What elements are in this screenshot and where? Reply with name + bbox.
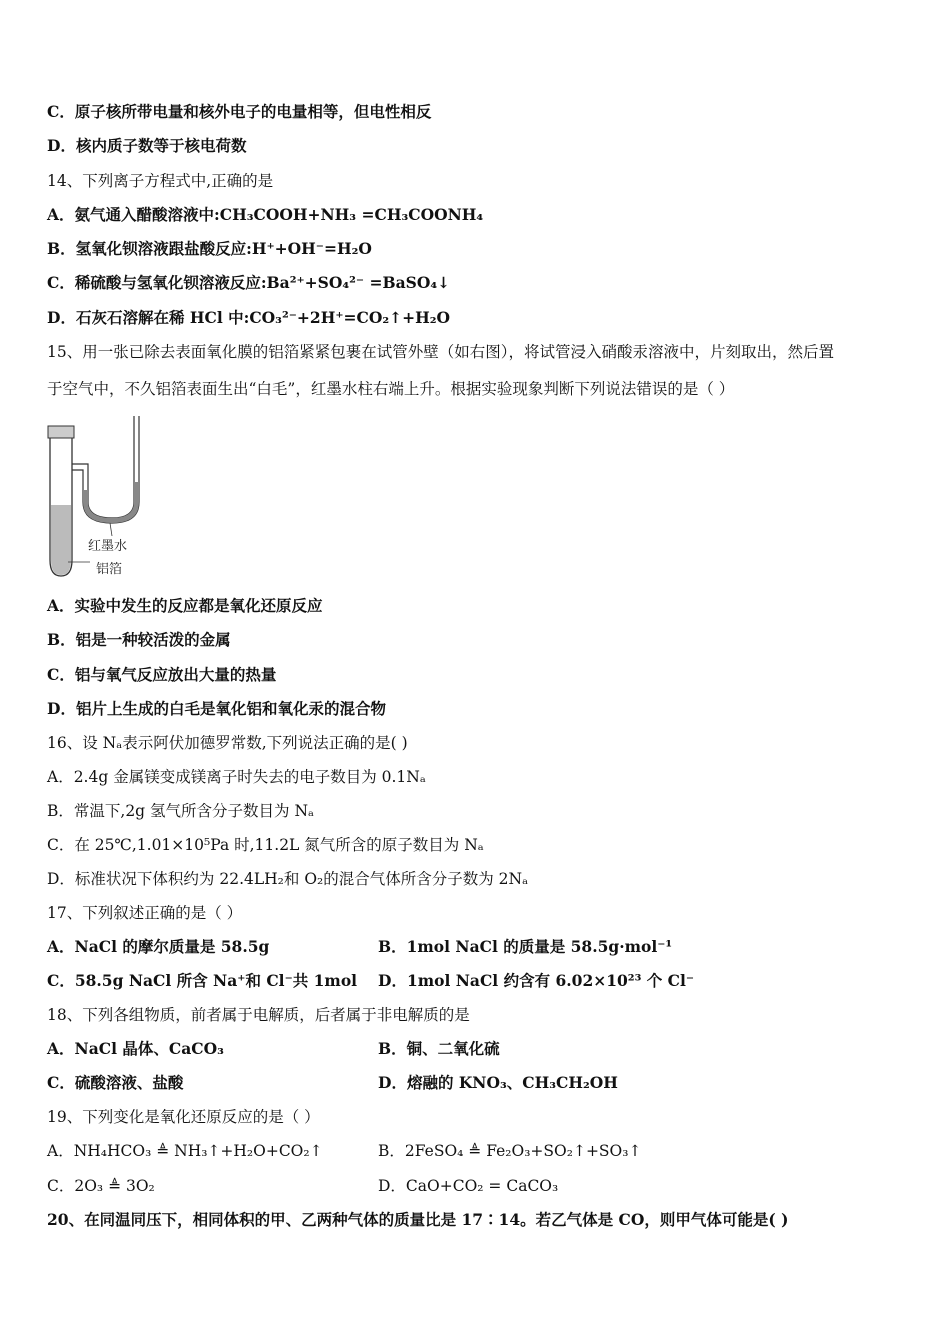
q17-stem: 17、下列叙述正确的是（ ）	[47, 904, 243, 922]
q13-option-d: D．核内质子数等于核电荷数	[47, 136, 247, 155]
q14-stem: 14、下列离子方程式中,正确的是	[47, 172, 274, 190]
q17-option-c: C．58.5g NaCl 所含 Na⁺和 Cl⁻共 1mol	[47, 971, 358, 990]
q15-option-d: D．铝片上生成的白毛是氧化铝和氧化汞的混合物	[47, 699, 386, 718]
q16-option-c: C．在 25℃,1.01×10⁵Pa 时,11.2L 氮气所含的原子数目为 Nₐ	[47, 836, 484, 854]
test-tube-figure	[40, 410, 160, 580]
q15-option-a: A．实验中发生的反应都是氧化还原反应	[47, 596, 323, 615]
q19-option-c: C．2O₃ ≜ 3O₂	[47, 1177, 155, 1195]
q19-option-a: A．NH₄HCO₃ ≜ NH₃↑+H₂O+CO₂↑	[47, 1142, 323, 1160]
q17-option-d: D．1mol NaCl 约含有 6.02×10²³ 个 Cl⁻	[378, 971, 695, 990]
q18-option-a: A．NaCl 晶体、CaCO₃	[47, 1039, 224, 1058]
q18-option-c: C．硫酸溶液、盐酸	[47, 1073, 184, 1092]
q18-option-d: D．熔融的 KNO₃、CH₃CH₂OH	[378, 1073, 618, 1092]
q15-option-c: C．铝与氧气反应放出大量的热量	[47, 665, 277, 684]
q13-option-c: C．原子核所带电量和核外电子的电量相等，但电性相反	[47, 102, 432, 121]
label-red-ink: 红墨水	[88, 539, 128, 554]
q15-option-b: B．铝是一种较活泼的金属	[47, 630, 231, 649]
q17-option-b: B．1mol NaCl 的质量是 58.5g·mol⁻¹	[378, 937, 673, 956]
q16-stem: 16、设 Nₐ表示阿伏加德罗常数,下列说法正确的是( )	[47, 734, 408, 752]
q18-option-b: B．铜、二氧化硫	[378, 1039, 500, 1058]
q16-option-d: D．标准状况下体积约为 22.4LH₂和 O₂的混合气体所含分子数为 2Nₐ	[47, 870, 529, 888]
q19-option-d: D．CaO+CO₂ = CaCO₃	[378, 1177, 559, 1195]
q16-option-b: B．常温下,2g 氢气所含分子数目为 Nₐ	[47, 802, 314, 820]
u-tube	[72, 416, 134, 518]
q17-option-a: A．NaCl 的摩尔质量是 58.5g	[47, 937, 270, 956]
q19-stem: 19、下列变化是氧化还原反应的是（ ）	[47, 1108, 320, 1126]
q14-option-b: B．氢氧化钡溶液跟盐酸反应:H⁺+OH⁻=H₂O	[47, 239, 372, 258]
q14-option-c: C．稀硫酸与氢氧化钡溶液反应:Ba²⁺+SO₄²⁻ =BaSO₄↓	[47, 273, 451, 292]
q18-stem: 18、下列各组物质，前者属于电解质，后者属于非电解质的是	[47, 1006, 470, 1024]
q19-option-b: B．2FeSO₄ ≜ Fe₂O₃+SO₂↑+SO₃↑	[378, 1142, 642, 1160]
q15-stem-line2: 于空气中，不久铝箔表面生出“白毛”，红墨水柱右端上升。根据实验现象判断下列说法错误的是（ ）	[47, 380, 735, 398]
q14-option-a: A．氨气通入醋酸溶液中:CH₃COOH+NH₃ =CH₃COONH₄	[47, 205, 484, 224]
aluminum-foil	[51, 505, 71, 575]
red-ink-column	[83, 482, 139, 523]
q14-option-d: D．石灰石溶解在稀 HCl 中:CO₃²⁻+2H⁺=CO₂↑+H₂O	[47, 308, 451, 327]
q15-stem-line1: 15、用一张已除去表面氧化膜的铝箔紧紧包裹在试管外壁（如右图），将试管浸入硝酸汞溶液中，片刻取出，然后置	[47, 343, 834, 361]
q20-stem: 20、在同温同压下，相同体积的甲、乙两种气体的质量比是 17∶14。若乙气体是 CO，则甲气体可能是( )	[47, 1210, 789, 1229]
q16-option-a: A．2.4g 金属镁变成镁离子时失去的电子数目为 0.1Nₐ	[47, 768, 426, 786]
stopper	[48, 426, 74, 438]
label-aluminum-foil: 铝箔	[96, 562, 123, 577]
